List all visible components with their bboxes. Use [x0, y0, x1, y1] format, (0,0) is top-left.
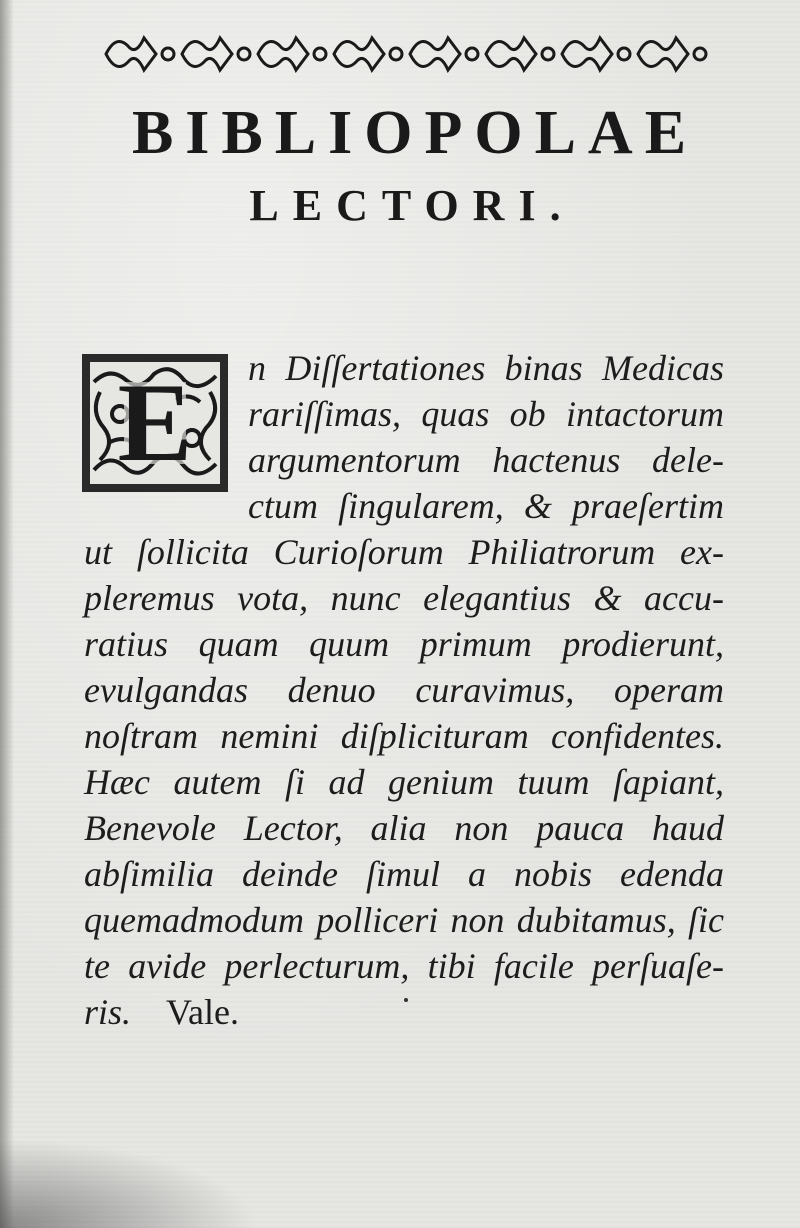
- text-line: ris.: [84, 992, 132, 1032]
- text-line: quemadmodum polliceri non dubitamus, ſic: [84, 900, 724, 940]
- decorated-initial: [80, 352, 230, 494]
- ornament-dot: [466, 48, 478, 60]
- initial-letter: E: [117, 361, 193, 485]
- text-line: pleremus vota, nunc elegantius & accu-: [84, 578, 724, 618]
- page-corner-shadow: [0, 1138, 260, 1228]
- closing-vale: Vale.: [166, 992, 239, 1032]
- text-line: ut ſollicita Curioſorum Philiatrorum ex-: [84, 532, 724, 572]
- text-line: argumentorum hactenus dele-: [248, 440, 724, 480]
- ornament-unit: [334, 38, 384, 70]
- ornament-unit: [258, 38, 308, 70]
- heading-bibliopolae: BIBLIOPOLAE: [131, 99, 699, 167]
- ornament-unit: [106, 38, 156, 70]
- ornament-unit: [562, 38, 612, 70]
- text-line: noſtram nemini diſplicituram confidentes.: [84, 716, 724, 756]
- text-line: Hæc autem ſi ad genium tuum ſapiant,: [84, 762, 724, 802]
- text-line: Benevole Lector, alia non pauca haud: [84, 808, 724, 848]
- text-line: n Diſſertationes binas Medicas: [248, 348, 724, 388]
- ornament-dot: [162, 48, 174, 60]
- text-line: ctum ſingularem, & praeſertim: [248, 486, 724, 526]
- text-line: abſimilia deinde ſimul a nobis edenda: [84, 854, 724, 894]
- text-line: rariſſimas, quas ob intactorum: [248, 394, 724, 434]
- text-line: te avide perlecturum, tibi facile perſuaſe-: [84, 946, 724, 986]
- ornament-dot: [238, 48, 250, 60]
- closing-line: [84, 990, 239, 1034]
- text-line: ratius quam quum primum prodierunt,: [84, 624, 724, 664]
- ornament-dot: [694, 48, 706, 60]
- ornament-dot: [618, 48, 630, 60]
- ornament-unit: [410, 38, 460, 70]
- ornament-dot: [314, 48, 326, 60]
- text-line: evulgandas denuo curavimus, operam: [84, 670, 724, 710]
- heading-lectori: LECTORI.: [249, 181, 575, 230]
- ornament-unit: [638, 38, 688, 70]
- ornament-unit: [486, 38, 536, 70]
- ornament-unit: [182, 38, 232, 70]
- ornament-dot: [542, 48, 554, 60]
- ornament-dot: [390, 48, 402, 60]
- ink-speck: [404, 998, 408, 1002]
- ornamental-headpiece: [88, 24, 728, 84]
